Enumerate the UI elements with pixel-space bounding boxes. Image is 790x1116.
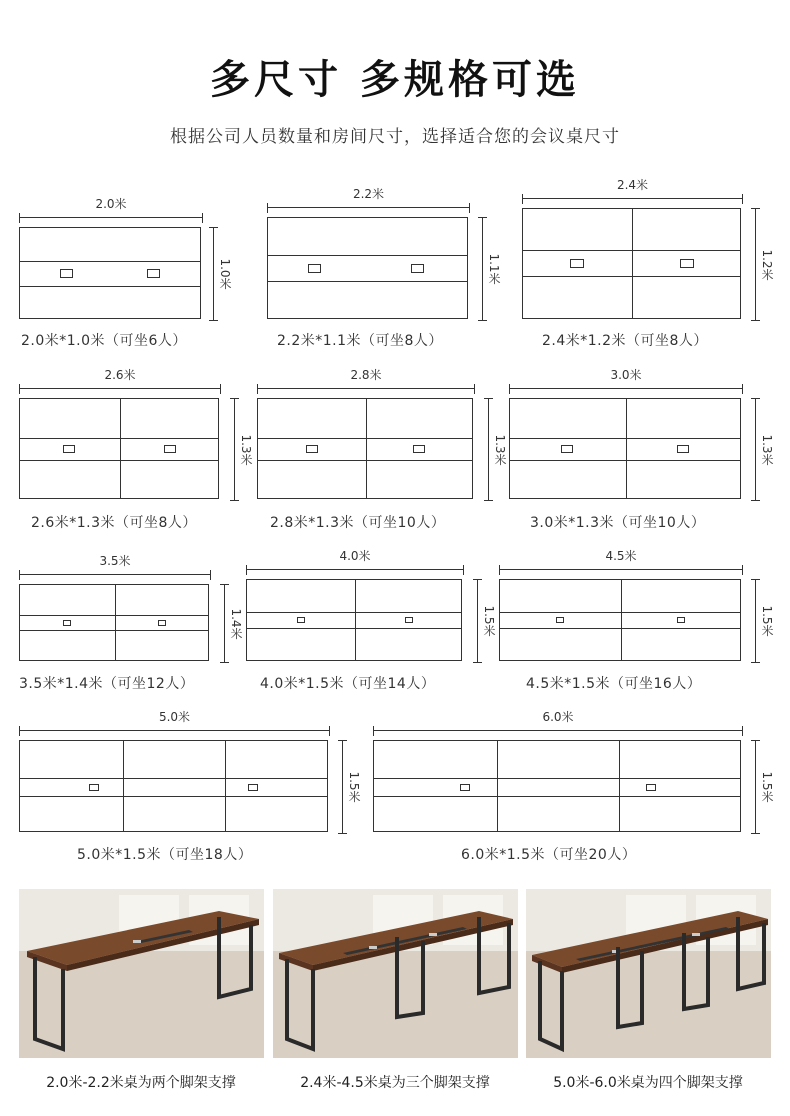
width-label: 2.6米 — [104, 368, 136, 382]
depth-dimension — [220, 584, 243, 663]
size-caption: 2.0米*1.0米（可坐6人） — [21, 333, 187, 349]
width-label: 2.2米 — [352, 187, 385, 201]
depth-label: 1.5米 — [760, 771, 774, 803]
size-caption: 3.5米*1.4米（可坐12人） — [19, 676, 195, 692]
depth-dimension — [751, 579, 774, 663]
width-dimension — [19, 197, 203, 223]
depth-dimension — [751, 740, 774, 834]
socket-icon — [405, 617, 413, 623]
depth-dimension — [230, 398, 253, 501]
depth-label: 1.0米 — [218, 258, 232, 290]
depth-dimension — [473, 579, 496, 663]
width-label: 3.5米 — [99, 554, 131, 568]
socket-icon — [63, 445, 75, 453]
size-caption: 5.0米*1.5米（可坐18人） — [77, 847, 253, 863]
size-caption: 4.0米*1.5米（可坐14人） — [260, 676, 436, 692]
socket-icon — [570, 259, 584, 268]
socket-icon — [63, 620, 71, 626]
width-label: 6.0米 — [542, 710, 574, 724]
socket-icon — [158, 620, 166, 626]
page-subtitle: 根据公司人员数量和房间尺寸，选择适合您的会议桌尺寸 — [170, 127, 620, 147]
socket-icon — [680, 259, 694, 268]
socket-icon — [460, 784, 470, 791]
width-label: 2.4米 — [616, 178, 649, 192]
depth-dimension — [751, 208, 774, 321]
width-label: 2.0米 — [95, 197, 127, 211]
socket-icon — [413, 445, 425, 453]
socket-icon — [677, 445, 689, 453]
table-diagram — [522, 208, 741, 319]
size-caption: 4.5米*1.5米（可坐16人） — [526, 676, 702, 692]
photo-caption: 2.4米-4.5米桌为三个脚架支撑 — [300, 1075, 490, 1091]
depth-dimension — [751, 398, 774, 501]
socket-icon — [308, 264, 321, 273]
depth-label: 1.3米 — [239, 433, 253, 466]
table-diagram — [499, 579, 741, 661]
table-diagram — [257, 398, 473, 499]
photo-caption: 2.0米-2.2米桌为两个脚架支撑 — [46, 1075, 236, 1091]
depth-label: 1.5米 — [347, 771, 361, 803]
table-diagram — [267, 217, 468, 319]
width-dimension — [246, 549, 464, 575]
depth-label: 1.3米 — [493, 433, 507, 466]
depth-label: 1.1米 — [487, 253, 501, 285]
socket-icon — [556, 617, 564, 623]
depth-dimension — [209, 227, 232, 321]
socket-icon — [561, 445, 573, 453]
socket-icon — [677, 617, 685, 623]
width-label: 4.5米 — [605, 549, 637, 563]
width-label: 5.0米 — [158, 710, 191, 724]
size-caption: 2.2米*1.1米（可坐8人） — [277, 333, 443, 349]
table-diagram — [373, 740, 741, 832]
photo-two-legs — [19, 889, 264, 1058]
depth-label: 1.3米 — [760, 433, 774, 466]
socket-icon — [164, 445, 176, 453]
width-dimension — [19, 710, 330, 736]
size-caption: 2.8米*1.3米（可坐10人） — [270, 515, 446, 531]
page-title: 多尺寸 多规格可选 — [210, 57, 580, 103]
socket-icon — [297, 617, 305, 623]
table-diagram — [246, 579, 462, 661]
socket-icon — [147, 269, 160, 278]
table-diagram — [19, 584, 209, 661]
width-dimension — [373, 710, 743, 736]
table-diagram — [19, 227, 201, 319]
depth-label: 1.5米 — [760, 605, 774, 637]
width-dimension — [267, 187, 470, 213]
socket-icon — [411, 264, 424, 273]
size-caption: 6.0米*1.5米（可坐20人） — [461, 847, 637, 863]
width-dimension — [19, 554, 211, 580]
table-diagram — [509, 398, 741, 499]
width-label: 2.8米 — [350, 368, 382, 382]
width-label: 3.0米 — [610, 368, 642, 382]
width-dimension — [522, 178, 743, 204]
socket-icon — [306, 445, 318, 453]
width-dimension — [257, 368, 475, 394]
socket-icon — [248, 784, 258, 791]
table-diagram — [19, 740, 328, 832]
photo-caption: 5.0米-6.0米桌为四个脚架支撑 — [553, 1075, 743, 1091]
socket-icon — [646, 784, 656, 791]
depth-label: 1.2米 — [760, 248, 774, 281]
size-caption: 2.6米*1.3米（可坐8人） — [31, 515, 197, 531]
width-dimension — [19, 368, 221, 394]
size-caption: 3.0米*1.3米（可坐10人） — [530, 515, 706, 531]
socket-icon — [60, 269, 73, 278]
depth-label: 1.5米 — [482, 605, 496, 637]
width-dimension — [499, 549, 743, 575]
width-dimension — [509, 368, 743, 394]
depth-label: 1.4米 — [229, 607, 243, 640]
photo-three-legs — [273, 889, 518, 1058]
depth-dimension — [478, 217, 501, 321]
table-diagram — [19, 398, 219, 499]
size-caption: 2.4米*1.2米（可坐8人） — [542, 333, 708, 349]
depth-dimension — [484, 398, 507, 501]
socket-icon — [89, 784, 99, 791]
photo-four-legs — [526, 889, 771, 1058]
depth-dimension — [338, 740, 361, 834]
width-label: 4.0米 — [339, 549, 371, 563]
